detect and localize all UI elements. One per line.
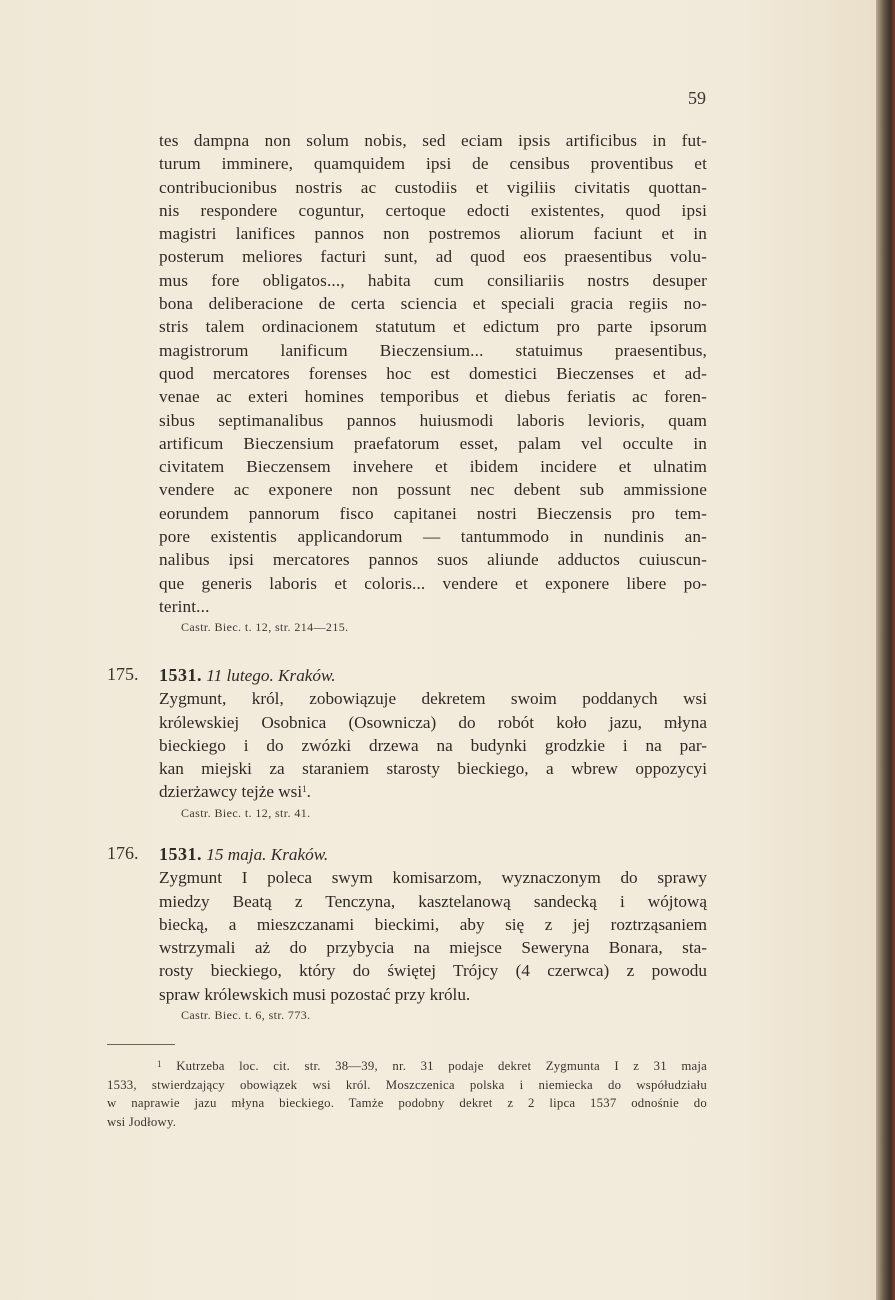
text-line: eorundem pannorum fisco capitanei nostri Bieczensis pro tem-: [159, 503, 707, 523]
text-line: kan miejski za staraniem starosty bieckiego, a wbrew oppozycyi: [159, 759, 707, 779]
text-line: [159, 780, 707, 803]
text-line: królewskiej Osobnica (Osownicza) do robót koło jazu, młyna: [159, 712, 707, 732]
text-line: bieckiego i do zwózki drzewa na budynki grodzkie i na par-: [159, 735, 707, 755]
footnote: [107, 1057, 707, 1131]
source-citation: Castr. Biec. t. 12, str. 41.: [181, 805, 311, 820]
text-line: quod mercatores forenses hoc est domestici Bieczenses et ad-: [159, 363, 707, 383]
text-line: civitatem Bieczensem invehere et ibidem incidere et ulnatim: [159, 457, 707, 477]
entry-year: 1531.: [159, 844, 202, 864]
entry-heading: [159, 843, 707, 866]
text-fragment: dzierżawcy tejże wsi: [159, 782, 303, 802]
continuation-text: [159, 129, 707, 636]
footnote-text: Kutrzeba loc. cit. str. 38—39, nr. 31 podaje dekret Zygmunta I z 31 maja: [176, 1059, 708, 1073]
entry-body: [159, 664, 707, 822]
text-line: nalibus ipsi mercatores pannos suos aliunde adductos cuiuscun-: [159, 550, 707, 570]
entry-number: 175.: [107, 664, 139, 684]
text-line: que generis laboris et coloris... vendere et exponere libere po-: [159, 573, 707, 593]
text-line: magistri lanifices pannos non postremos aliorum faciunt et in: [159, 224, 707, 244]
source-citation: Castr. Biec. t. 12, str. 214—215.: [181, 620, 349, 635]
text-line: contribucionibus nostris ac custodiis et vigiliis civitatis quottan-: [159, 177, 707, 197]
text-line: vendere ac exponere non possunt nec debent sub ammissione: [159, 480, 707, 500]
text-line: bona deliberacione de certa sciencia et speciali gracia regiis no-: [159, 294, 707, 314]
entry-date-place: 15 maja. Kraków.: [206, 845, 329, 864]
text-line: rosty bieckiego, który do świętej Trójcy (4 czerwca) z powodu: [159, 961, 707, 981]
entry-year: 1531.: [159, 665, 202, 685]
book-binding-edge: [876, 0, 895, 1300]
footnote-line: 1533, stwierdzający obowiązek wsi król. Moszczenica polska i niemiecka do współudziału: [107, 1077, 707, 1092]
footnote-line: wsi Jodłowy.: [107, 1114, 177, 1129]
page-number: 59: [688, 88, 706, 108]
text-line: Zygmunt I poleca swym komisarzom, wyznaczonym do sprawy: [159, 868, 707, 888]
text-line: magistrorum lanificum Bieczensium... statuimus praesentibus,: [159, 340, 707, 360]
text-line: sibus septimanalibus pannos huiusmodi laboris levioris, quam: [159, 410, 707, 430]
text-line: nis respondere coguntur, certoque edocti existentes, quod ipsi: [159, 200, 707, 220]
text-line: terint...: [159, 596, 210, 616]
entry-date-place: 11 lutego. Kraków.: [206, 666, 336, 685]
text-line: artificum Bieczensium praefatorum esset, palam vel occulte in: [159, 433, 707, 453]
text-line: spraw królewskich musi pozostać przy królu.: [159, 984, 471, 1004]
text-line: posterum meliores facturi sunt, ad quod eos praesentibus volu-: [159, 247, 707, 267]
entry-number: 176.: [107, 843, 139, 863]
text-line: mus fore obligatos..., habita cum consiliariis nostrs desuper: [159, 270, 707, 290]
entry-heading: [159, 664, 707, 687]
text-line: tes dampna non solum nobis, sed eciam ipsis artificibus in fut-: [159, 131, 707, 150]
text-line: stris talem ordinacionem statutum et edictum pro parte ipsorum: [159, 317, 707, 337]
footnote-line: [107, 1057, 707, 1076]
text-fragment: .: [306, 782, 311, 802]
text-line: venae ac exteri homines temporibus et diebus feriatis ac foren-: [159, 387, 707, 407]
text-line: wstrzymali aż do przybycia na miejsce Seweryna Bonara, sta-: [159, 938, 707, 958]
entry-body: [159, 843, 707, 1024]
footnote-line: w naprawie jazu młyna bieckiego. Tamże podobny dekret z 2 lipca 1537 odnośnie do: [107, 1096, 707, 1111]
footnote-marker: 1: [157, 1059, 162, 1069]
text-line: pore existentis applicandorum — tantummodo in nundinis an-: [159, 527, 707, 547]
text-line: Zygmunt, król, zobowiązuje dekretem swoim poddanych wsi: [159, 689, 707, 709]
source-citation: Castr. Biec. t. 6, str. 773.: [181, 1008, 311, 1023]
text-line: turum imminere, quamquidem ipsi de censibus proventibus et: [159, 154, 707, 174]
text-line: biecką, a mieszczanami bieckimi, aby się z jej roztrząsaniem: [159, 914, 707, 934]
footnote-reference[interactable]: 1: [302, 784, 307, 795]
footnote-divider: [107, 1044, 175, 1045]
text-line: miedzy Beatą z Tenczyna, kasztelanową sandecką i wójtową: [159, 891, 707, 911]
